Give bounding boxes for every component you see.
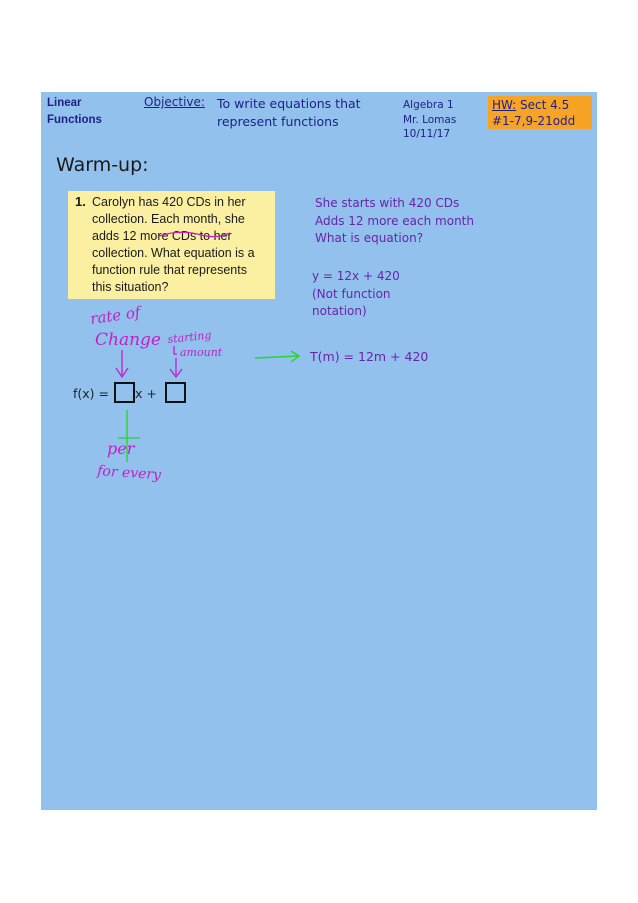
handwriting-starting: starting <box>166 328 213 346</box>
handwriting-layer <box>41 92 597 810</box>
objective-line-2: represent functions <box>217 114 339 129</box>
topic-line-1: Linear <box>47 97 82 109</box>
equation-line: notation) <box>312 304 367 318</box>
underline-each-month <box>159 232 230 236</box>
homework-section: Sect 4.5 <box>516 98 570 112</box>
arrow-to-slope-icon <box>116 350 128 377</box>
handwriting-change: Change <box>95 330 161 350</box>
handwriting-rate-of: rate of <box>89 303 142 328</box>
handwriting-for-every: for every <box>96 463 162 484</box>
objective-line-1: To write equations that <box>217 96 361 111</box>
x-plus-label: x + <box>135 386 157 401</box>
warmup-title: Warm-up: <box>56 154 149 176</box>
handwriting-per: per <box>107 439 135 458</box>
topic-line-2: Functions <box>47 114 102 126</box>
note-line: What is equation? <box>315 231 424 245</box>
fx-label: f(x) = <box>73 386 109 401</box>
homework-label: HW: <box>492 98 517 112</box>
homework-problems: #1-7,9-21odd <box>492 114 576 128</box>
function-notation-equation: T(m) = 12m + 420 <box>310 349 429 364</box>
problem-line: function rule that represents <box>92 263 247 277</box>
problem-line: collection. Each month, she <box>92 212 245 226</box>
equation-line: (Not function <box>312 286 391 301</box>
note-line: She starts with 420 CDs <box>315 196 460 210</box>
equation-line: y = 12x + 420 <box>312 269 400 283</box>
green-arrow-icon <box>255 351 299 362</box>
problem-line: collection. What equation is a <box>92 246 255 260</box>
notes-page <box>41 92 597 810</box>
handwriting-amount: amount <box>180 346 223 359</box>
course-name: Algebra 1 <box>403 99 454 111</box>
problem-number: 1. <box>75 194 86 209</box>
objective-label: Objective: <box>144 95 205 109</box>
note-line: Adds 12 more each month <box>315 213 474 228</box>
problem-line: adds 12 more CDs to her <box>92 229 232 243</box>
problem-line: Carolyn has 420 CDs in her <box>92 195 246 209</box>
lesson-date: 10/11/17 <box>403 128 451 140</box>
problem-line: this situation? <box>92 280 169 294</box>
teacher-name: Mr. Lomas <box>403 113 457 126</box>
